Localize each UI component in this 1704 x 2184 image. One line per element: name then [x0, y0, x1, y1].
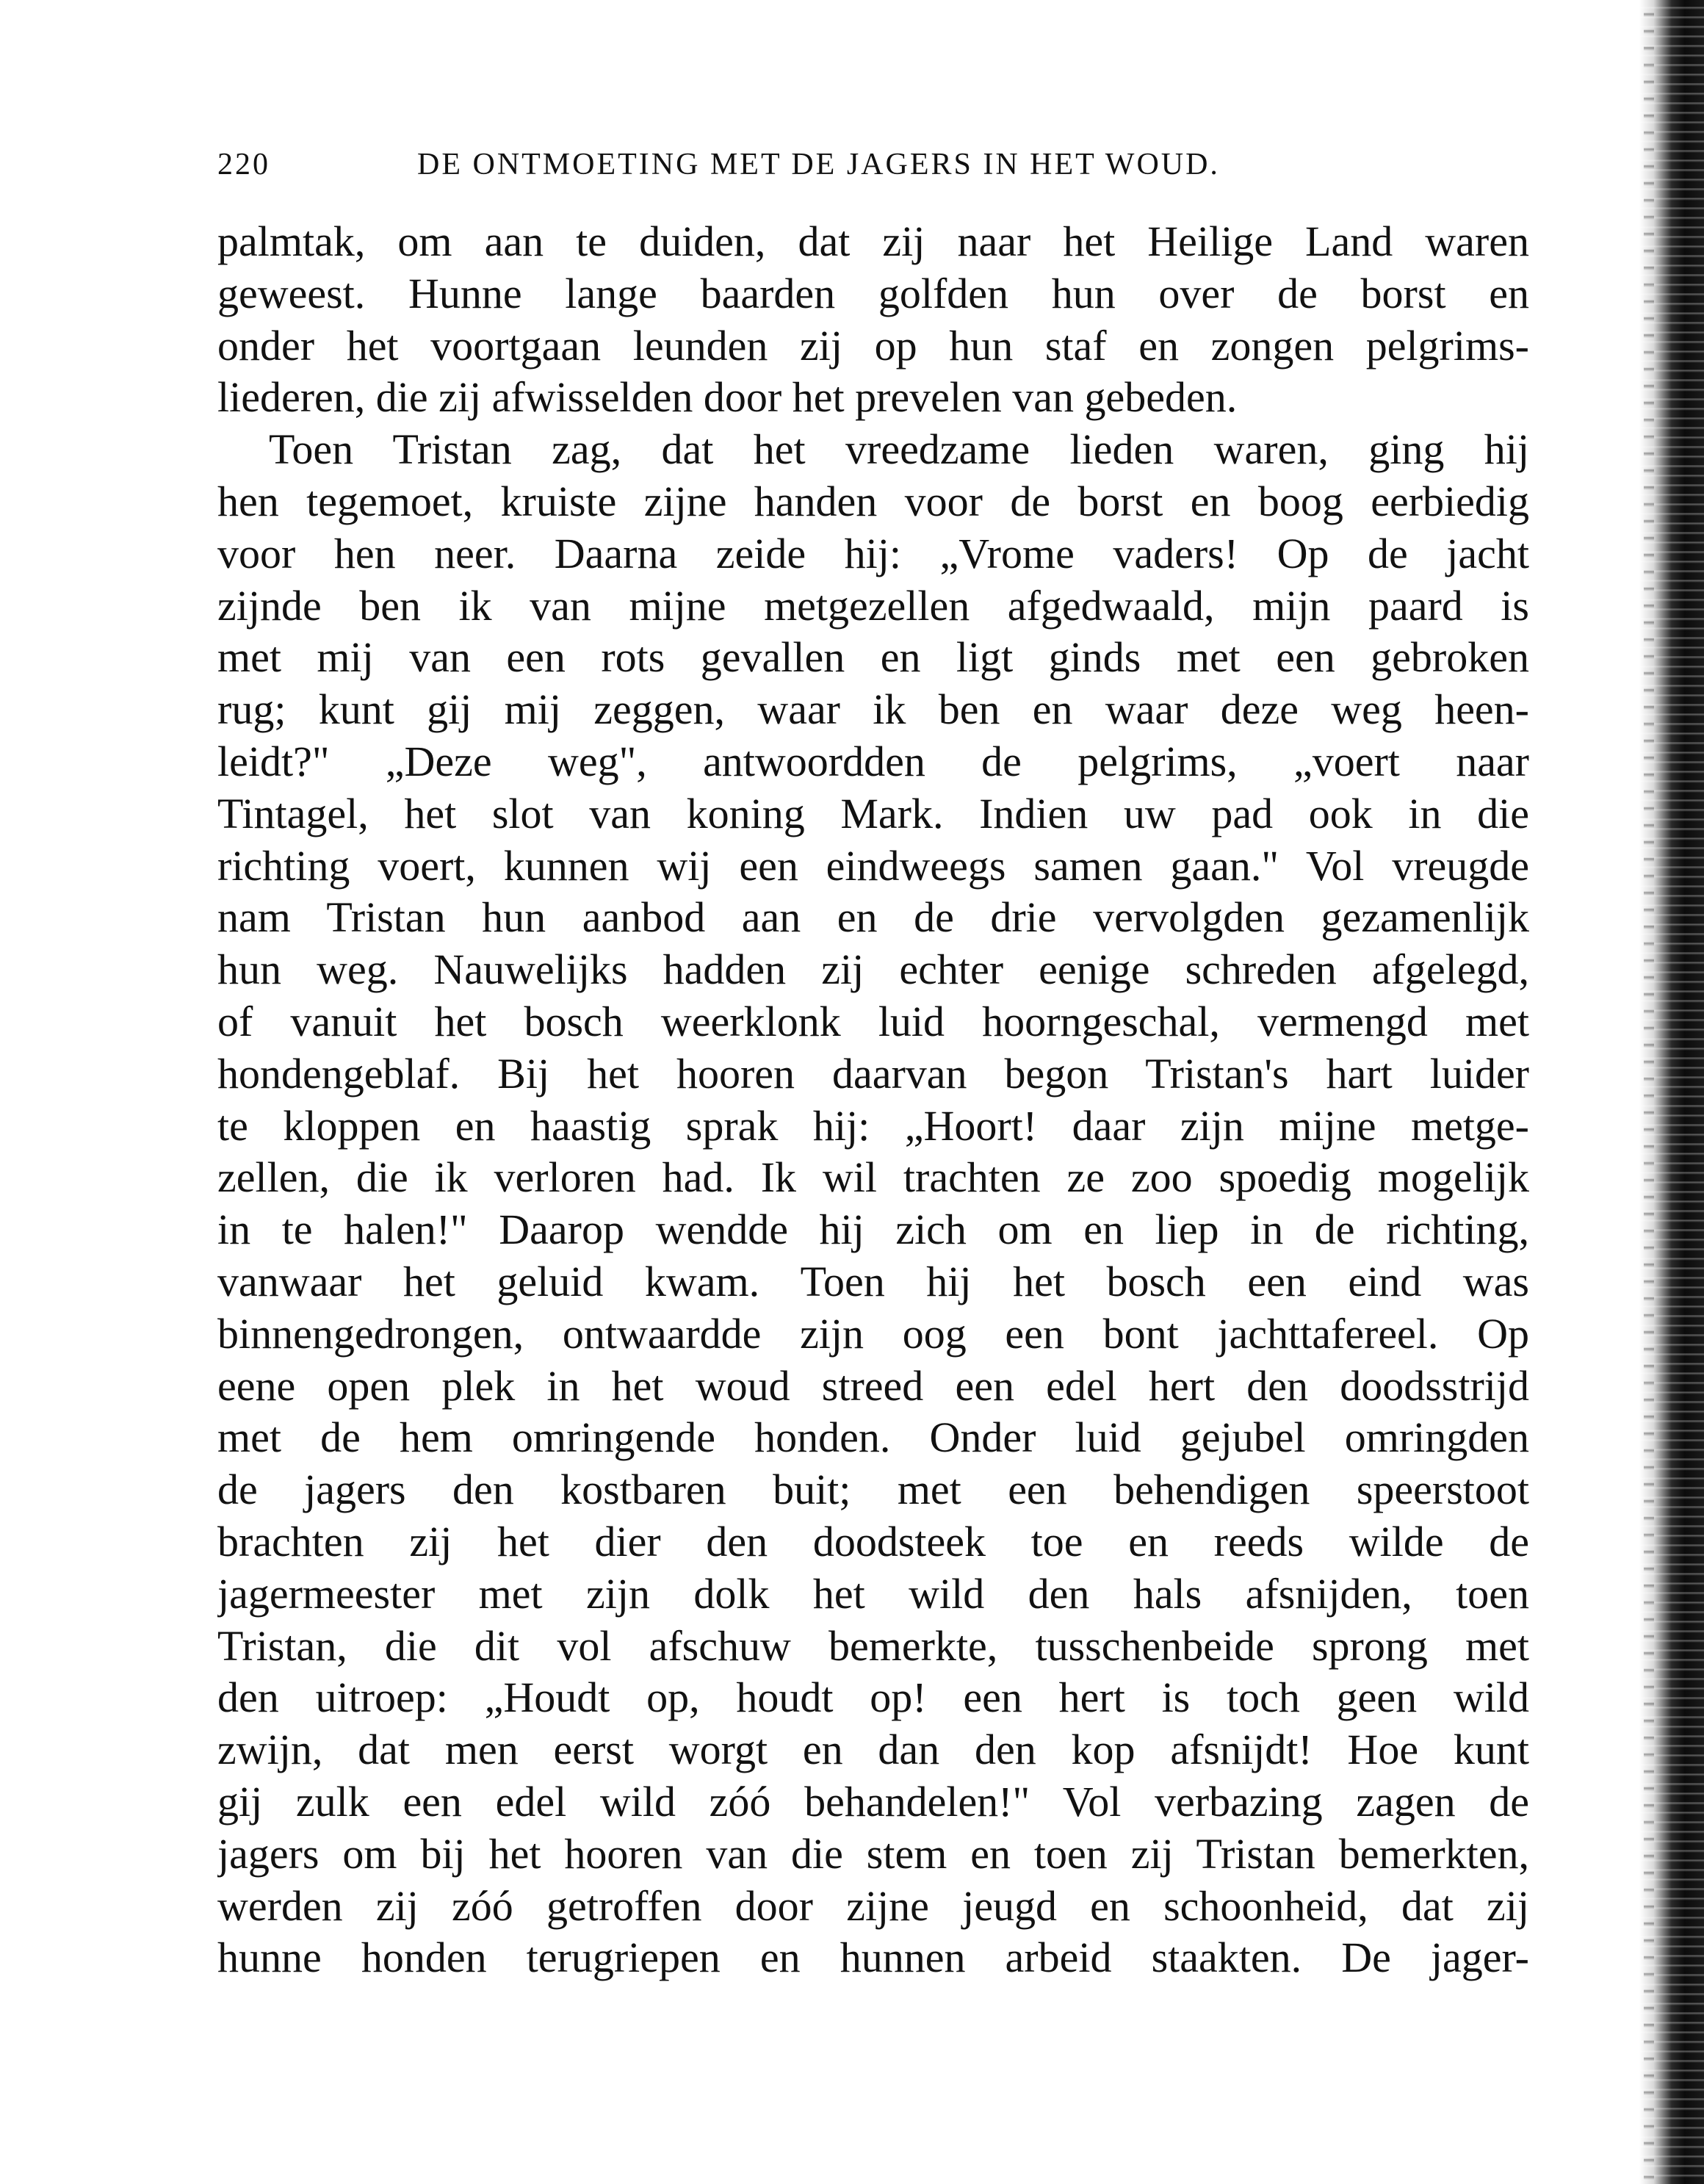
text-line: Toen Tristan zag, dat het vreedzame lieden waren, ging hij — [269, 425, 1529, 474]
text-line: Tristan, die dit vol afschuw bemerkte, tusschenbeide sprong met — [217, 1621, 1529, 1670]
text-line: in te halen!" Daarop wendde hij zich om en liep in de richting, — [217, 1205, 1529, 1254]
text-line: jagermeester met zijn dolk het wild den hals afsnijden, toen — [217, 1569, 1529, 1618]
text-line: met mij van een rots gevallen en ligt ginds met een gebroken — [217, 633, 1529, 682]
text-line: hun weg. Nauwelijks hadden zij echter eenige schreden afgelegd, — [217, 945, 1529, 994]
text-line: of vanuit het bosch weerklonk luid hoorngeschal, vermengd met — [217, 997, 1529, 1045]
text-line: jagers om bij het hooren van die stem en toen zij Tristan bemerkten, — [217, 1829, 1529, 1878]
text-line: rug; kunt gij mij zeggen, waar ik ben en waar deze weg heen- — [217, 685, 1529, 734]
text-line: zellen, die ik verloren had. Ik wil trachten ze zoo spoedig mogelijk — [217, 1153, 1529, 1202]
text-line: den uitroep: „Houdt op, houdt op! een hert is toch geen wild — [217, 1673, 1529, 1722]
text-line: geweest. Hunne lange baarden golfden hun over de borst en — [217, 269, 1529, 317]
text-line: de jagers den kostbaren buit; met een behendigen speerstoot — [217, 1466, 1529, 1514]
text-line: hunne honden terugriepen en hunnen arbeid staakten. De jager- — [217, 1933, 1529, 1982]
book-spine-edge — [1639, 0, 1704, 2184]
text-line: gij zulk een edel wild zóó behandelen!" Vol verbazing zagen de — [217, 1777, 1529, 1826]
text-line: liederen, die zij afwisselden door het prevelen van gebeden. — [217, 373, 1238, 422]
page-number: 220 — [217, 148, 270, 181]
text-line: brachten zij het dier den doodsteek toe en reeds wilde de — [217, 1517, 1529, 1565]
text-line: binnengedrongen, ontwaardde zijn oog een bont jachttafereel. Op — [217, 1309, 1529, 1358]
text-line: leidt?" „Deze weg", antwoordden de pelgrims, „voert naar — [217, 737, 1529, 785]
page-header — [217, 147, 1334, 191]
body-text — [217, 216, 1529, 1984]
text-line: voor hen neer. Daarna zeide hij: „Vrome vaders! Op de jacht — [217, 529, 1529, 577]
text-line: nam Tristan hun aanbod aan en de drie vervolgden gezamenlijk — [217, 893, 1529, 942]
text-line: eene open plek in het woud streed een edel hert den doodsstrijd — [217, 1361, 1529, 1410]
text-line: Tintagel, het slot van koning Mark. Indien uw pad ook in die — [217, 789, 1529, 837]
text-line: te kloppen en haastig sprak hij: „Hoort! daar zijn mijne metge- — [217, 1101, 1529, 1150]
text-line: werden zij zóó getroffen door zijne jeugd en schoonheid, dat zij — [217, 1881, 1529, 1930]
running-head: DE ONTMOETING MET DE JAGERS IN HET WOUD. — [417, 148, 1220, 181]
text-line: zijnde ben ik van mijne metgezellen afgedwaald, mijn paard is — [217, 581, 1529, 630]
text-line: hondengeblaf. Bij het hooren daarvan begon Tristan's hart luider — [217, 1049, 1529, 1098]
text-line: zwijn, dat men eerst worgt en dan den kop afsnijdt! Hoe kunt — [217, 1726, 1529, 1774]
text-line: hen tegemoet, kruiste zijne handen voor de borst en boog eerbiedig — [217, 477, 1529, 525]
text-line: met de hem omringende honden. Onder luid gejubel omringden — [217, 1413, 1529, 1462]
text-line: palmtak, om aan te duiden, dat zij naar het Heilige Land waren — [217, 217, 1529, 265]
text-line: vanwaar het geluid kwam. Toen hij het bosch een eind was — [217, 1257, 1529, 1305]
text-line: onder het voortgaan leunden zij op hun staf en zongen pelgrims- — [217, 321, 1529, 370]
text-line: richting voert, kunnen wij een eindweegs samen gaan." Vol vreugde — [217, 841, 1529, 890]
